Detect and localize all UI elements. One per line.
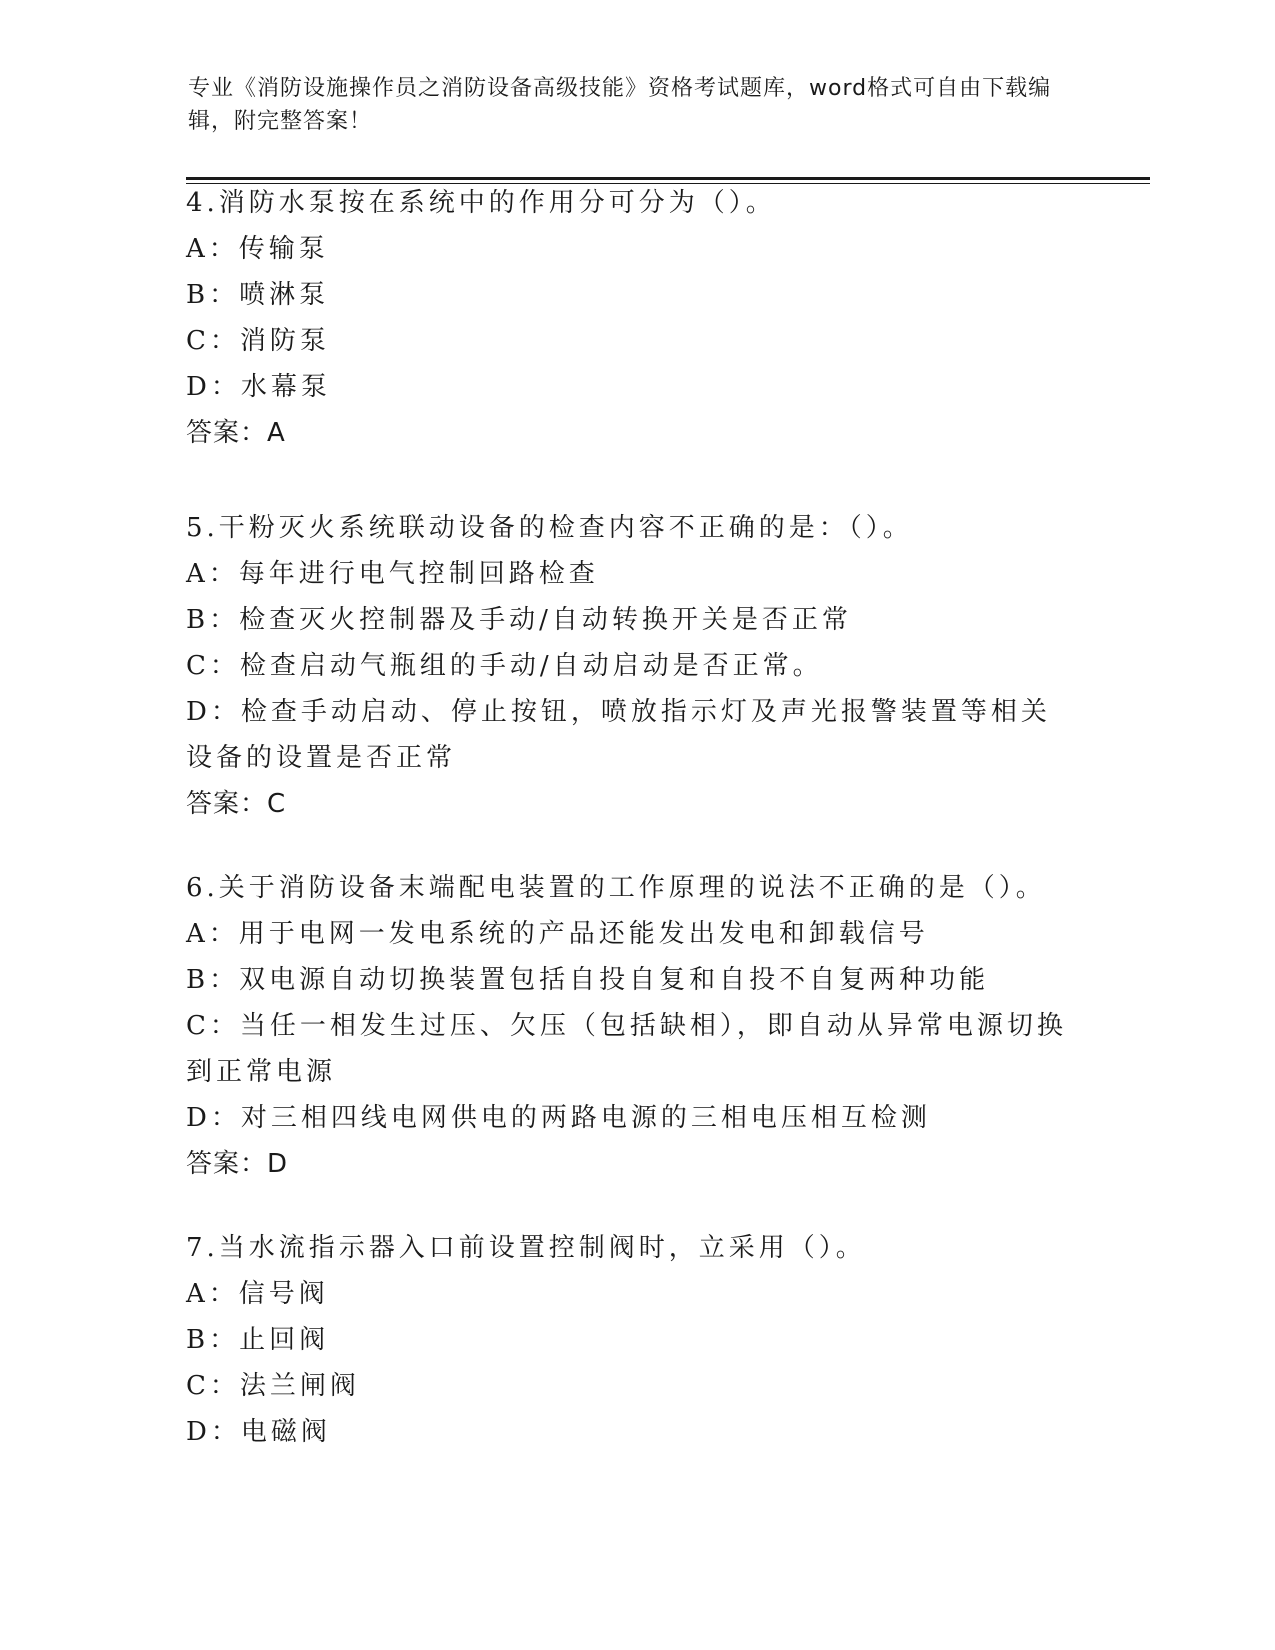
option-a: A：传输泵 xyxy=(186,234,329,264)
option-d: D：水幕泵 xyxy=(186,372,331,402)
question-stem: 7.当水流指示器入口前设置控制阀时，立采用（）。 xyxy=(186,1233,866,1263)
answer-value: D xyxy=(267,1149,289,1179)
option-b: B：双电源自动切换装置包括自投自复和自投不自复两种功能 xyxy=(186,965,990,995)
option-a: A：每年进行电气控制回路检查 xyxy=(186,559,599,589)
question-block xyxy=(186,865,1076,1187)
question-stem: 5.干粉灭火系统联动设备的检查内容不正确的是：（）。 xyxy=(186,513,913,543)
option-a: A：信号阀 xyxy=(186,1279,329,1309)
option-a: A：用于电网一发电系统的产品还能发出发电和卸载信号 xyxy=(186,919,929,949)
answer-value: C xyxy=(267,789,287,819)
answer-line xyxy=(186,1141,1076,1187)
option-c: C：法兰闸阀 xyxy=(186,1371,360,1401)
question-stem: 6.关于消防设备末端配电装置的工作原理的说法不正确的是（）。 xyxy=(186,873,1046,903)
option-c: C：检查启动气瓶组的手动/自动启动是否正常。 xyxy=(186,651,823,681)
document-header: 专业《消防设施操作员之消防设备高级技能》资格考试题库，word格式可自由下载编辑，附完整答案！ xyxy=(188,76,1052,134)
answer-line xyxy=(186,781,1076,827)
option-d: D：电磁阀 xyxy=(186,1417,331,1447)
answer-label: 答案： xyxy=(186,418,268,448)
option-b: B：止回阀 xyxy=(186,1325,330,1355)
option-c: C：消防泵 xyxy=(186,326,330,356)
question-block xyxy=(186,1225,1076,1455)
question-block xyxy=(186,180,1076,456)
option-b: B：喷淋泵 xyxy=(186,280,330,310)
question-block xyxy=(186,505,1076,827)
answer-value: A xyxy=(267,418,286,448)
option-c: C：当任一相发生过压、欠压（包括缺相），即自动从异常电源切换到正常电源 xyxy=(186,1011,1067,1087)
option-d: D：检查手动启动、停止按钮，喷放指示灯及声光报警装置等相关设备的设置是否正常 xyxy=(186,697,1051,773)
answer-line xyxy=(186,410,1076,456)
answer-label: 答案： xyxy=(186,789,268,819)
question-stem: 4.消防水泵按在系统中的作用分可分为（）。 xyxy=(186,188,776,218)
option-d: D：对三相四线电网供电的两路电源的三相电压相互检测 xyxy=(186,1103,931,1133)
answer-label: 答案： xyxy=(186,1149,268,1179)
option-b: B：检查灭火控制器及手动/自动转换开关是否正常 xyxy=(186,605,852,635)
